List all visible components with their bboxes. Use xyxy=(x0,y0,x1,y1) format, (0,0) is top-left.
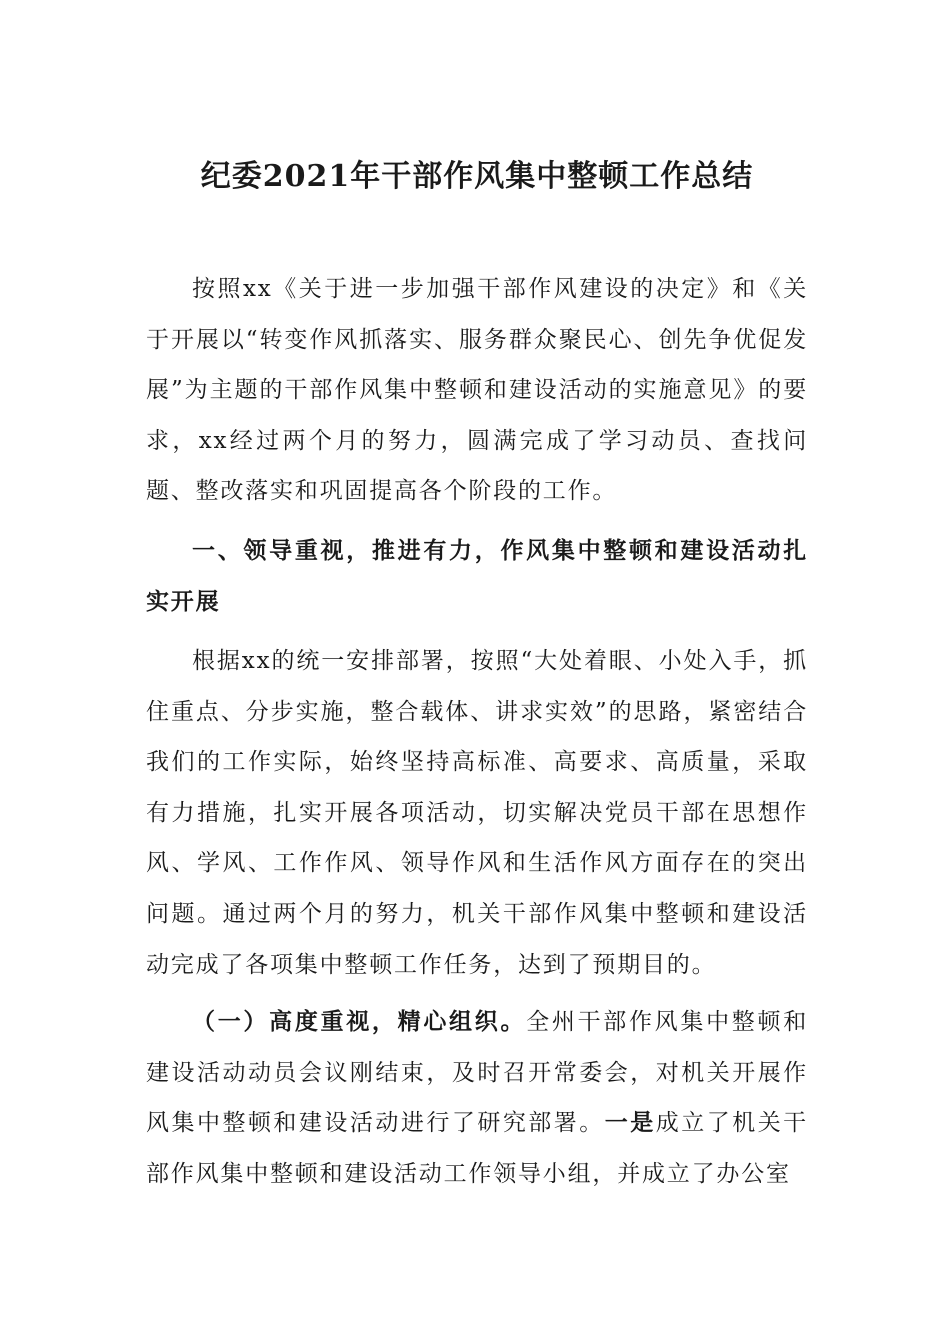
section-heading-1: 一、领导重视，推进有力，作风集中整顿和建设活动扎实开展 xyxy=(146,537,808,615)
paragraph-3-text-a: 全州干部作风集中整顿和建设活动动员会议刚结束，及时召开常委会，对机关开展作风集中整顿和建设活动进行了研究部署。 xyxy=(146,1009,808,1137)
paragraph-intro: 按照xx《关于进一步加强干部作风建设的决定》和《关于开展以“转变作风抓落实、服务群众聚民心、创先争优促发展”为主题的干部作风集中整顿和建设活动的实施意见》的要求，xx经过两个月的努力，圆满完成了学习动员、查找问题、整改落实和巩固提高各个阶段的工作。 xyxy=(146,276,808,505)
subheading-1: （一）高度重视，精心组织。 xyxy=(192,1008,527,1035)
paragraph-3-text-b: 成立了机关干部作风集中整顿和建设活动工作领导小组，并成立了办公室 xyxy=(146,1110,808,1187)
paragraph-subsection-1 xyxy=(146,997,808,1199)
paragraph-section-1: 根据xx的统一安排部署，按照“大处着眼、小处入手，抓住重点、分步实施，整合载体、讲求实效”的思路，紧密结合我们的工作实际，始终坚持高标准、高要求、高质量，采取有力措施，扎实开展各项活动，切实解决党员干部在思想作风、学风、工作作风、领导作风和生活作风方面存在的突出问题。通过两个月的努力，机关干部作风集中整顿和建设活动完成了各项集中整顿工作任务，达到了预期目的。 xyxy=(146,648,808,978)
document-title: 纪委2021年干部作风集中整顿工作总结 xyxy=(200,159,754,194)
emphasis-first-point: 一是 xyxy=(604,1109,656,1137)
